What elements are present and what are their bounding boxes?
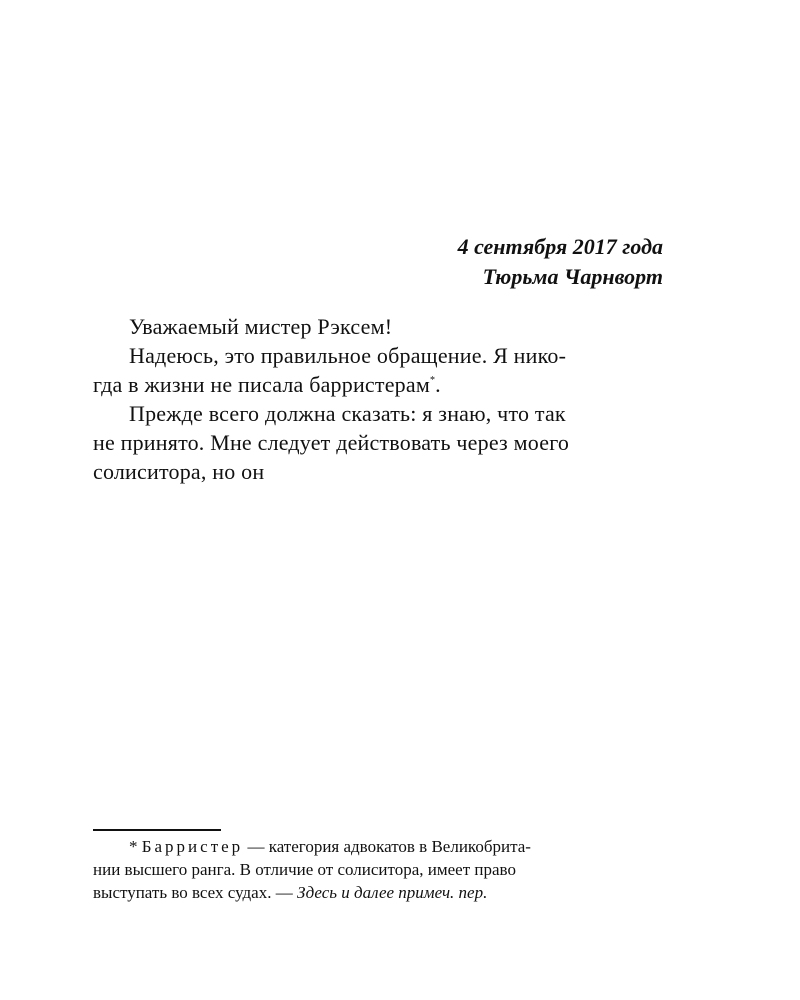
paragraph-1-line-2-end: . <box>435 372 441 397</box>
footnote-reference: * <box>429 375 436 386</box>
paragraph-1-line-2 <box>93 370 673 399</box>
letter-place: Тюрьма Чарнворт <box>482 264 663 289</box>
paragraph-1-line-1: Надеюсь, это правильное обращение. Я нико- <box>129 343 567 368</box>
paragraph-2-line-2: не принято. Мне следует действовать через моего <box>93 430 570 455</box>
footnote-line-3 <box>93 881 673 904</box>
footnote-line-2: нии высшего ранга. В отличие от солиситора, имеет право <box>93 860 516 879</box>
footnote-divider <box>93 829 221 831</box>
footnote-marker: * <box>129 837 138 856</box>
footnote-term: Барристер <box>141 837 244 856</box>
paragraph-1-line-2-text: гда в жизни не писала барристерам <box>93 372 430 397</box>
paragraph-2-line-3: солиситора, но он <box>93 459 265 484</box>
footnote-line-3-text: выступать во всех судах. — <box>93 883 297 902</box>
footnote-line-1-rest: — категория адвокатов в Великобрита- <box>243 837 531 856</box>
footnote-line-1 <box>93 835 673 858</box>
paragraph-2-line-1: Прежде всего должна сказать: я знаю, что так <box>129 401 566 426</box>
footnote <box>93 835 673 904</box>
letter-body <box>93 312 673 486</box>
letter-date: 4 сентября 2017 года <box>457 234 663 259</box>
letter-heading <box>458 232 663 292</box>
salutation: Уважаемый мистер Рэксем! <box>129 314 393 339</box>
footnote-translator-note: Здесь и далее примеч. пер. <box>296 883 488 902</box>
